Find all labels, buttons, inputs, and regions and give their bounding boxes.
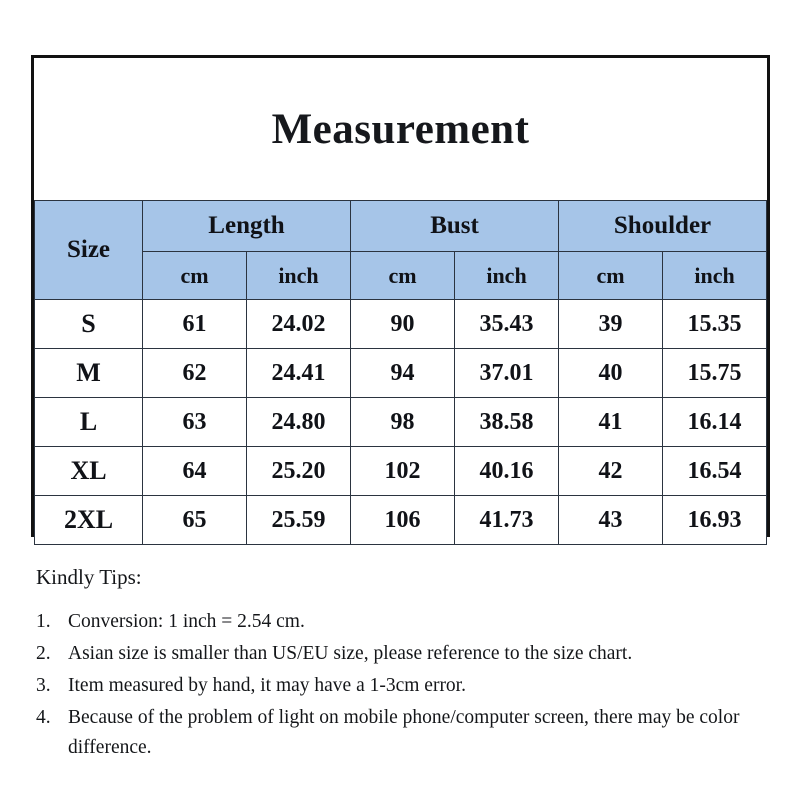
list-item — [36, 671, 776, 701]
cell-bust-inch: 37.01 — [455, 349, 559, 398]
size-label: S — [35, 300, 143, 349]
unit-header-shoulder-cm: cm — [559, 252, 663, 300]
cell-length-inch: 24.80 — [247, 398, 351, 447]
tip-number: 1. — [36, 611, 51, 633]
size-table-head — [35, 201, 767, 300]
cell-bust-cm: 106 — [351, 496, 455, 545]
cell-bust-cm: 102 — [351, 447, 455, 496]
tip-text: Item measured by hand, it may have a 1-3cm error. — [68, 675, 466, 697]
cell-bust-inch: 38.58 — [455, 398, 559, 447]
cell-bust-cm: 94 — [351, 349, 455, 398]
cell-shoulder-cm: 39 — [559, 300, 663, 349]
cell-shoulder-cm: 40 — [559, 349, 663, 398]
unit-header-bust-cm: cm — [351, 252, 455, 300]
cell-length-cm: 62 — [143, 349, 247, 398]
cell-length-cm: 61 — [143, 300, 247, 349]
measurement-chart-frame — [31, 55, 770, 537]
cell-length-cm: 63 — [143, 398, 247, 447]
cell-shoulder-cm: 41 — [559, 398, 663, 447]
list-item — [36, 607, 776, 637]
size-label: 2XL — [35, 496, 143, 545]
table-row — [35, 398, 767, 447]
cell-bust-inch: 40.16 — [455, 447, 559, 496]
kindly-tips-section — [36, 566, 776, 765]
table-row — [35, 496, 767, 545]
tip-number: 3. — [36, 675, 51, 697]
cell-shoulder-inch: 15.35 — [663, 300, 767, 349]
column-header-length: Length — [143, 201, 351, 252]
unit-header-shoulder-inch: inch — [663, 252, 767, 300]
cell-shoulder-inch: 15.75 — [663, 349, 767, 398]
tip-number: 2. — [36, 643, 51, 665]
column-header-size: Size — [35, 201, 143, 300]
cell-shoulder-inch: 16.54 — [663, 447, 767, 496]
size-label: L — [35, 398, 143, 447]
cell-length-inch: 24.02 — [247, 300, 351, 349]
table-row — [35, 447, 767, 496]
column-header-shoulder: Shoulder — [559, 201, 767, 252]
cell-length-cm: 64 — [143, 447, 247, 496]
unit-header-bust-inch: inch — [455, 252, 559, 300]
list-item — [36, 703, 776, 763]
unit-header-row — [35, 252, 767, 300]
cell-bust-cm: 98 — [351, 398, 455, 447]
cell-shoulder-inch: 16.93 — [663, 496, 767, 545]
cell-bust-cm: 90 — [351, 300, 455, 349]
cell-shoulder-inch: 16.14 — [663, 398, 767, 447]
unit-header-length-cm: cm — [143, 252, 247, 300]
list-item — [36, 639, 776, 669]
cell-length-inch: 25.20 — [247, 447, 351, 496]
size-table-body — [35, 300, 767, 545]
cell-shoulder-cm: 42 — [559, 447, 663, 496]
table-row — [35, 300, 767, 349]
tips-heading: Kindly Tips: — [36, 565, 142, 589]
cell-bust-inch: 35.43 — [455, 300, 559, 349]
tip-number: 4. — [36, 707, 51, 729]
size-table — [34, 200, 767, 545]
cell-shoulder-cm: 43 — [559, 496, 663, 545]
size-label: M — [35, 349, 143, 398]
cell-length-cm: 65 — [143, 496, 247, 545]
cell-length-inch: 25.59 — [247, 496, 351, 545]
cell-bust-inch: 41.73 — [455, 496, 559, 545]
group-header-row — [35, 201, 767, 252]
title-area — [34, 58, 767, 200]
cell-length-inch: 24.41 — [247, 349, 351, 398]
top-margin-band — [0, 0, 800, 55]
tip-text: Conversion: 1 inch = 2.54 cm. — [68, 611, 305, 633]
tip-text: Asian size is smaller than US/EU size, please reference to the size chart. — [68, 643, 633, 665]
table-row — [35, 349, 767, 398]
tip-text: Because of the problem of light on mobile phone/computer screen, there may be color difference. — [68, 707, 740, 759]
size-label: XL — [35, 447, 143, 496]
unit-header-length-inch: inch — [247, 252, 351, 300]
tips-list — [36, 607, 776, 763]
page-title: Measurement — [271, 105, 530, 153]
column-header-bust: Bust — [351, 201, 559, 252]
